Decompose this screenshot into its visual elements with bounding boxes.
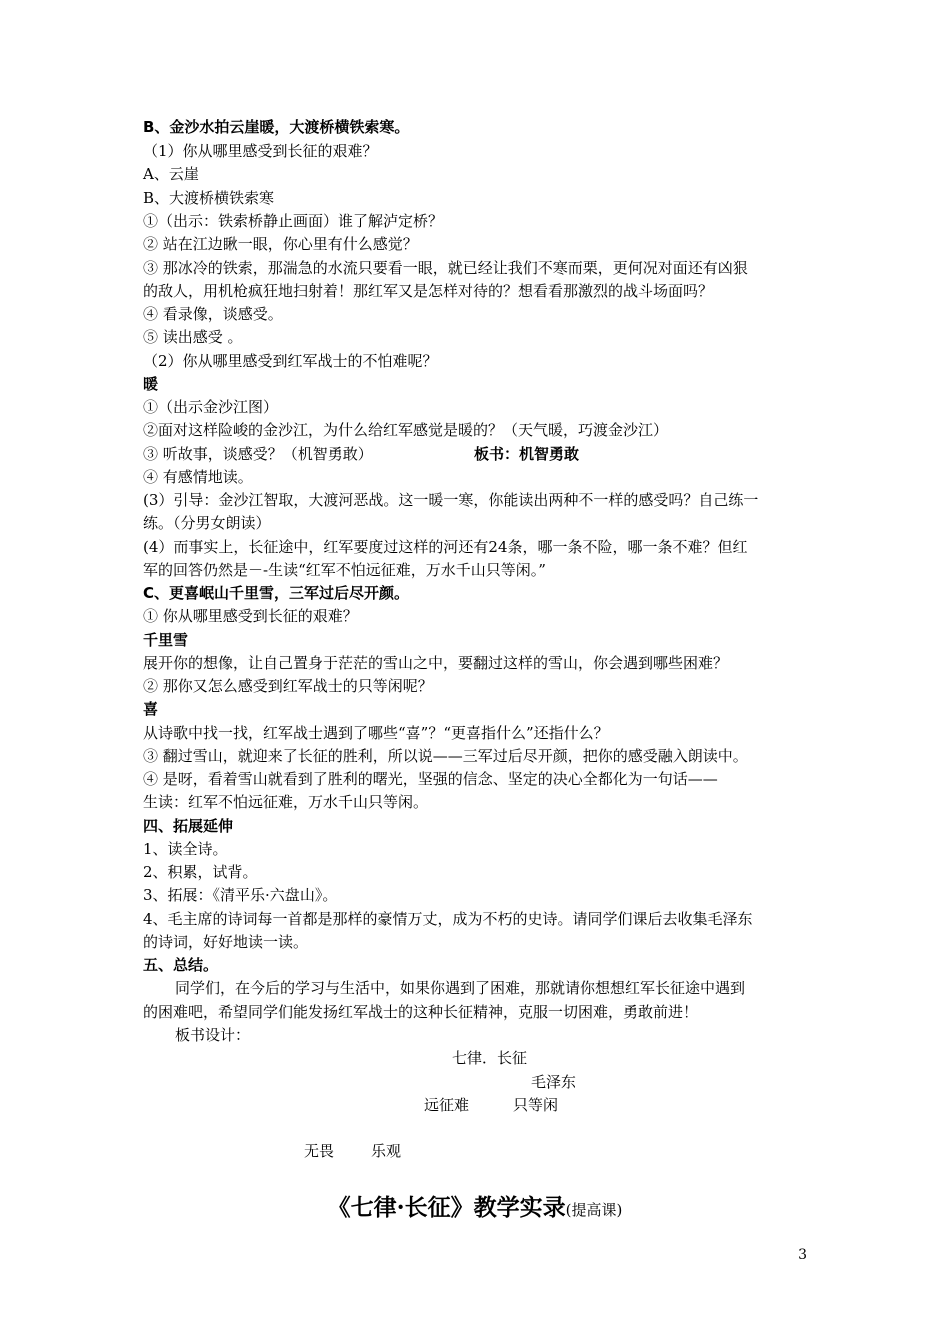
text-line: ④ 是呀，看着雪山就看到了胜利的曙光，坚强的信念、坚定的决心全都化为一句话——	[143, 770, 718, 788]
text-line: ③ 那冰冷的铁索，那湍急的水流只要看一眼，就已经让我们不寒而栗，更何况对面还有凶狠	[143, 259, 748, 277]
text-line: 1、读全诗。	[143, 840, 228, 858]
board-right-phrase: 只等闲	[513, 1096, 559, 1114]
text-line: ⑤ 读出感受 。	[143, 328, 243, 346]
keyword-heading-xi: 喜	[143, 700, 159, 718]
text-line: 同学们，在今后的学习与生活中，如果你遇到了困难，那就请你想想红军长征途中遇到	[175, 979, 746, 997]
board-author: 毛泽东	[531, 1073, 577, 1091]
keyword-heading-qianlixue: 千里雪	[143, 631, 189, 649]
board-bottom-right: 乐观	[371, 1142, 402, 1160]
text-line: 的困难吧，希望同学们能发扬红军战士的这种长征精神，克服一切困难，勇敢前进！	[143, 1003, 699, 1021]
text-line: 军的回答仍然是－-生读“红军不怕远征难，万水千山只等闲。”	[143, 561, 546, 579]
text-line: B、大渡桥横铁索寒	[143, 189, 275, 207]
text-line: ③ 翻过雪山，就迎来了长征的胜利，所以说——三军过后尽开颜，把你的感受融入朗读中。	[143, 747, 748, 765]
text-line: 2、积累，试背。	[143, 863, 258, 881]
text-line: 生读：红军不怕远征难，万水千山只等闲。	[143, 793, 429, 811]
text-line: A、云崖	[143, 165, 199, 183]
text-line: ② 那你又怎么感受到红军战士的只等闲呢？	[143, 677, 433, 695]
text-line: ④ 看录像，谈感受。	[143, 305, 283, 323]
lesson-record-title-sub: (提高课)	[565, 1201, 623, 1219]
text-line: (3）引导：金沙江智取，大渡河恶战。这一暖一寒，你能读出两种不一样的感受吗？自己练一	[143, 491, 759, 509]
text-line: (4）而事实上，长征途中，红军要度过这样的河还有24条，哪一条不险，哪一条不难？但红	[143, 538, 748, 556]
text-line: ① 你从哪里感受到长征的艰难？	[143, 607, 358, 625]
board-note: 板书：机智勇敢	[474, 445, 580, 463]
text-line: ④ 有感情地读。	[143, 468, 253, 486]
text-line: 3、拓展：《清平乐·六盘山》。	[143, 886, 338, 904]
section-heading-5: 五、总结。	[143, 956, 219, 974]
keyword-heading-nuan: 暖	[143, 375, 159, 393]
text-line: 展开你的想像，让自己置身于茫茫的雪山之中，要翻过这样的雪山，你会遇到哪些困难？	[143, 654, 729, 672]
text-line: （1）你从哪里感受到长征的艰难？	[143, 142, 378, 160]
board-bottom-left: 无畏	[304, 1142, 335, 1160]
text-line: 从诗歌中找一找，红军战士遇到了哪些“喜”？“更喜指什么”还指什么？	[143, 724, 609, 742]
text-line: 的诗词，好好地读一读。	[143, 933, 309, 951]
board-left-phrase: 远征难	[424, 1096, 470, 1114]
section-heading-c: C、更喜岷山千里雪，三军过后尽开颜。	[143, 584, 410, 602]
text-line: （2）你从哪里感受到红军战士的不怕难呢？	[143, 352, 438, 370]
board-design-label: 板书设计：	[175, 1026, 251, 1044]
board-poem-title: 七律．长征	[452, 1049, 528, 1067]
lesson-record-title	[0, 1189, 950, 1222]
text-line: 4、毛主席的诗词每一首都是那样的豪情万丈，成为不朽的史诗。请同学们课后去收集毛泽东	[143, 910, 753, 928]
page-number: 3	[798, 1247, 807, 1263]
lesson-record-title-main: 《七律·长征》教学实录	[327, 1194, 566, 1221]
section-heading-b: B、金沙水拍云崖暖，大渡桥横铁索寒。	[143, 118, 410, 136]
text-line: ③ 听故事，谈感受？（机智勇敢）	[143, 445, 373, 463]
text-line: ② 站在江边瞅一眼，你心里有什么感觉？	[143, 235, 418, 253]
text-line: 练。（分男女朗读）	[143, 514, 271, 532]
text-line: ①（出示：铁索桥静止画面）谁了解泸定桥？	[143, 212, 444, 230]
text-line: ①（出示金沙江图）	[143, 398, 279, 416]
text-line: 的敌人，用机枪疯狂地扫射着！那红军又是怎样对待的？想看看那激烈的战斗场面吗？	[143, 282, 714, 300]
section-heading-4: 四、拓展延伸	[143, 817, 234, 835]
text-line: ②面对这样险峻的金沙江，为什么给红军感觉是暖的？（天气暖，巧渡金沙江）	[143, 421, 669, 439]
